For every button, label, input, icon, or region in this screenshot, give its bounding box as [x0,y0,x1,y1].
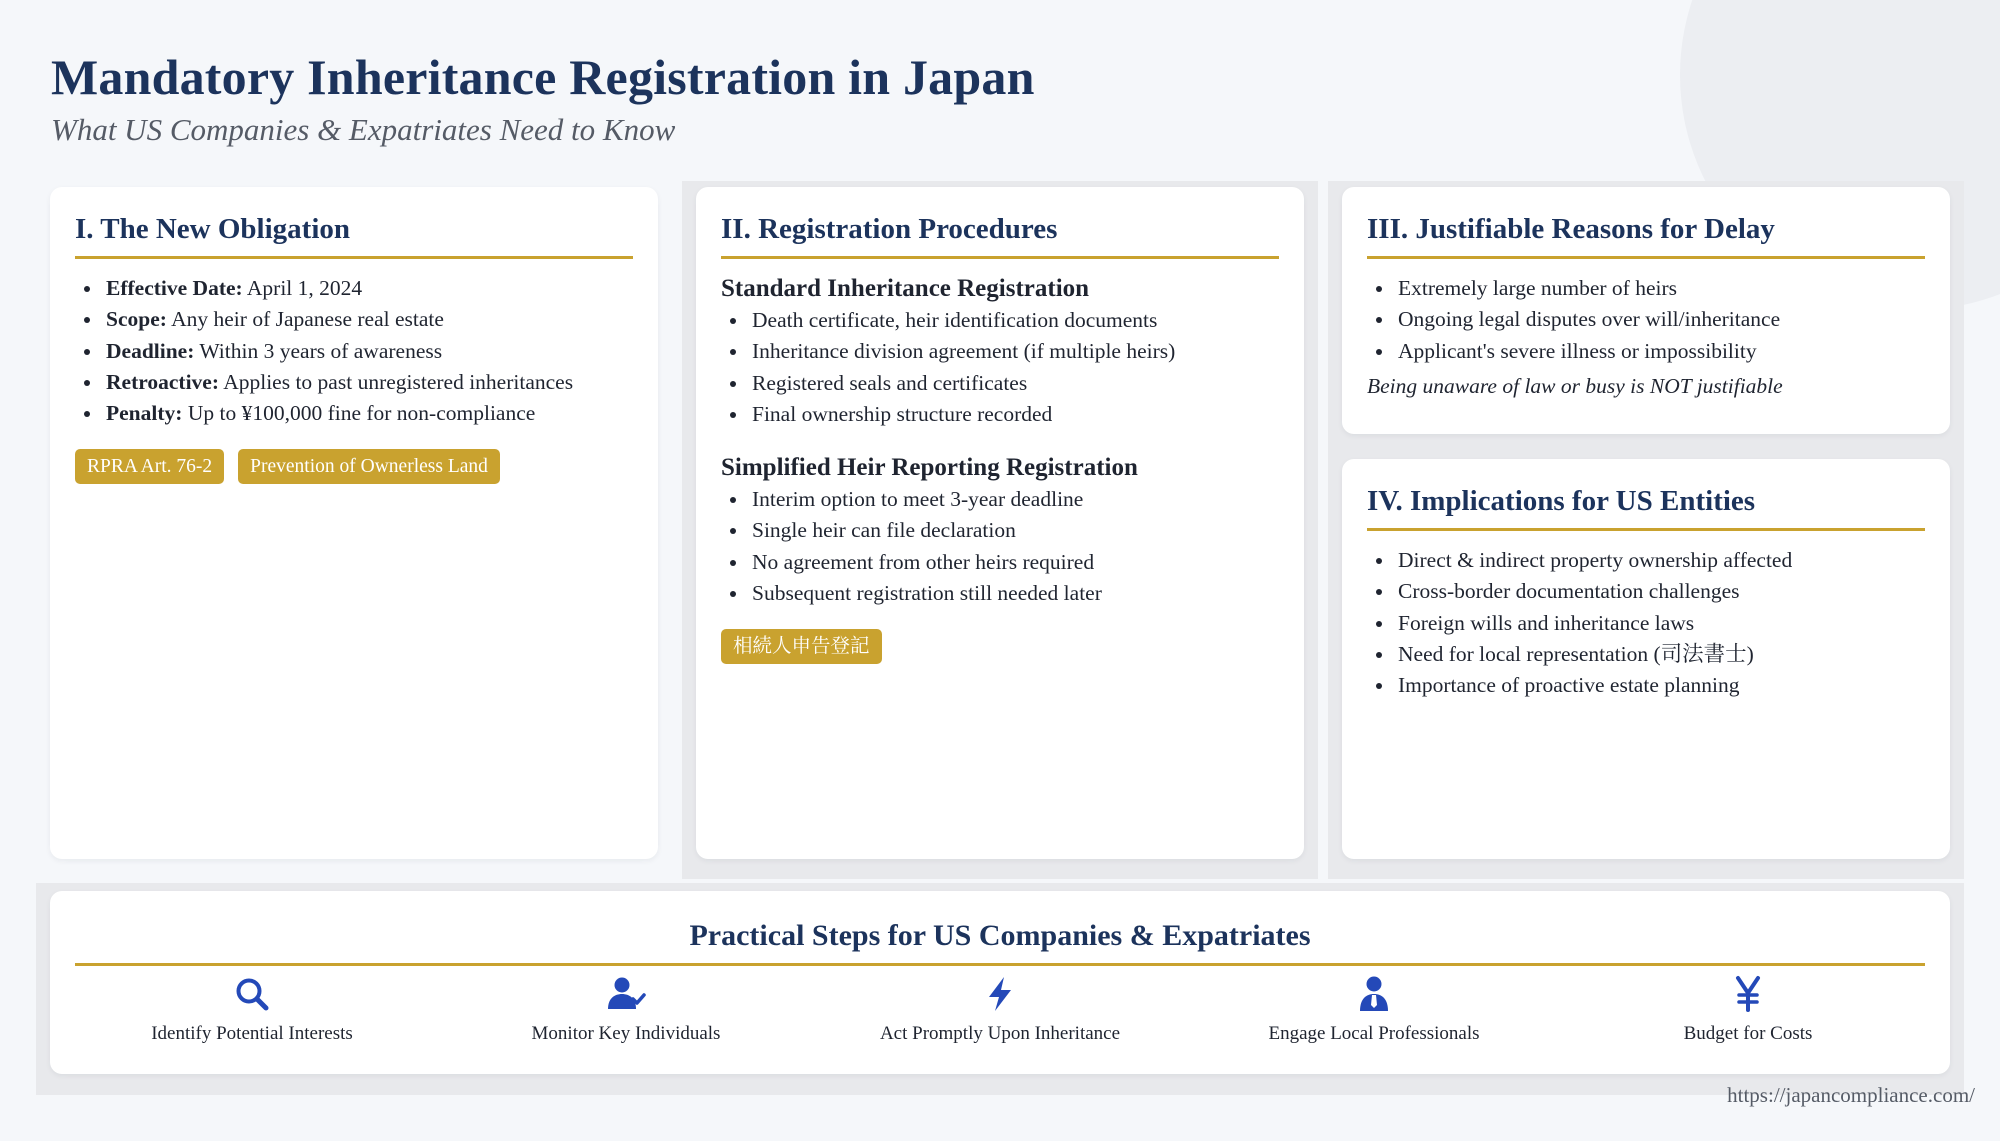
list-item: Single heir can file declaration [721,515,1279,546]
page-subtitle: What US Companies & Expatriates Need to Know [51,112,676,147]
step-monitor-individuals [476,974,776,1045]
list-item: Importance of proactive estate planning [1367,670,1925,701]
practical-steps-card [50,891,1950,1074]
practical-steps-row [50,966,1950,1066]
user-tie-icon [1354,974,1394,1014]
procedures-tags [721,629,1279,664]
list-item: Ongoing legal disputes over will/inheritance [1367,304,1925,335]
list-item: Penalty: Up to ¥100,000 fine for non-compliance [75,398,633,429]
procedures-card [696,187,1304,859]
step-label: Engage Local Professionals [1268,1023,1480,1044]
obligation-title: I. The New Obligation [75,213,633,259]
delay-card [1342,187,1950,434]
list-item: Foreign wills and inheritance laws [1367,608,1925,639]
step-label: Budget for Costs [1683,1023,1813,1044]
list-item: Deadline: Within 3 years of awareness [75,336,633,367]
yen-icon [1728,974,1768,1014]
list-item: Inheritance division agreement (if multiple heirs) [721,336,1279,367]
implications-title: IV. Implications for US Entities [1367,485,1925,531]
step-engage-professionals [1224,974,1524,1045]
delay-note: Being unaware of law or busy is NOT justifiable [1367,373,1783,398]
list-item: No agreement from other heirs required [721,547,1279,578]
implications-list [1367,545,1925,701]
simplified-registration-list [721,484,1279,609]
bolt-icon [980,974,1020,1014]
step-budget-costs [1598,974,1898,1045]
page-title: Mandatory Inheritance Registration in Japan [51,49,1035,105]
list-item: Retroactive: Applies to past unregistered inheritances [75,367,633,398]
step-label: Monitor Key Individuals [531,1023,721,1044]
tag-ownerless-land: Prevention of Ownerless Land [238,449,500,484]
footer-url[interactable]: https://japancompliance.com/ [1727,1083,1975,1107]
list-item: Scope: Any heir of Japanese real estate [75,304,633,335]
step-label: Identify Potential Interests [151,1023,353,1044]
standard-registration-list [721,305,1279,430]
list-item: Extremely large number of heirs [1367,273,1925,304]
list-item: Applicant's severe illness or impossibility [1367,336,1925,367]
user-check-icon [606,974,646,1014]
list-item: Need for local representation (司法書士) [1367,639,1925,670]
search-icon [232,974,272,1014]
practical-steps-title: Practical Steps for US Companies & Expatriates [75,891,1925,966]
list-item: Registered seals and certificates [721,368,1279,399]
list-item: Cross-border documentation challenges [1367,576,1925,607]
list-item: Direct & indirect property ownership affected [1367,545,1925,576]
list-item: Death certificate, heir identification documents [721,305,1279,336]
implications-card [1342,459,1950,859]
list-item: Final ownership structure recorded [721,399,1279,430]
obligation-card [50,187,658,859]
delay-list [1367,273,1925,367]
step-identify-interests [102,974,402,1045]
list-item: Subsequent registration still needed later [721,578,1279,609]
simplified-registration-heading: Simplified Heir Reporting Registration [721,454,1138,482]
list-item: Effective Date: April 1, 2024 [75,273,633,304]
procedures-title: II. Registration Procedures [721,213,1279,259]
standard-registration-heading: Standard Inheritance Registration [721,275,1090,302]
step-label: Act Promptly Upon Inheritance [879,1023,1121,1044]
tag-heir-declaration: 相続人申告登記 [721,629,882,664]
step-act-promptly [850,974,1150,1045]
list-item: Interim option to meet 3-year deadline [721,484,1279,515]
delay-title: III. Justifiable Reasons for Delay [1367,213,1925,259]
tag-rpra: RPRA Art. 76-2 [75,449,224,484]
obligation-tags [75,449,633,484]
obligation-list [75,273,633,429]
